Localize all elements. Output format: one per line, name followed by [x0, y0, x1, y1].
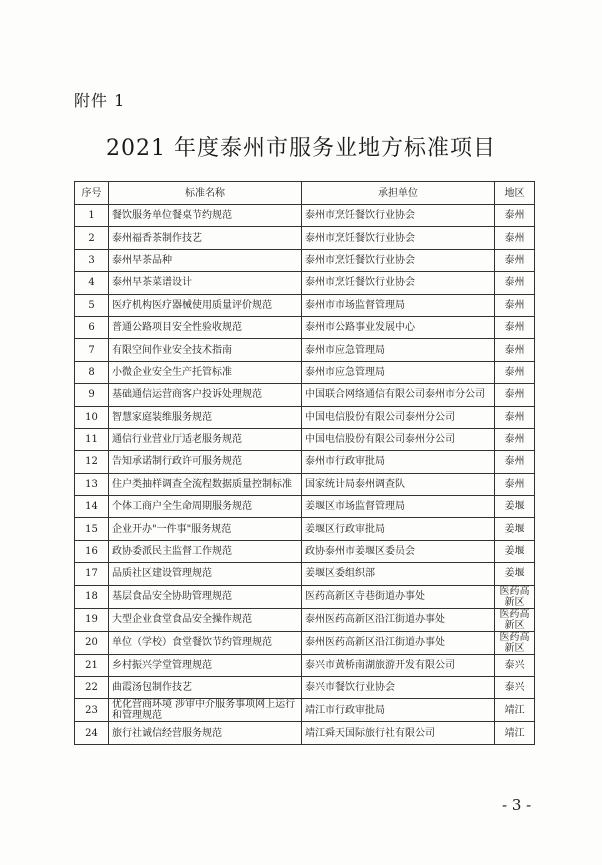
cell-standard-name: 政协委派民主监督工作规范 [109, 540, 302, 562]
cell-responsible-unit: 医药高新区寺巷街道办事处 [302, 585, 495, 608]
cell-region: 靖江 [495, 699, 535, 722]
cell-responsible-unit: 泰州市公路事业发展中心 [302, 316, 495, 338]
cell-number: 22 [75, 677, 109, 699]
cell-region: 泰州 [495, 384, 535, 406]
cell-region: 泰州 [495, 361, 535, 383]
cell-number: 9 [75, 384, 109, 406]
cell-standard-name: 医疗机构医疗器械使用质量评价规范 [109, 294, 302, 316]
cell-region: 靖江 [495, 722, 535, 744]
cell-number: 17 [75, 563, 109, 585]
cell-number: 3 [75, 249, 109, 271]
table-row [75, 563, 535, 585]
cell-region: 泰州 [495, 294, 535, 316]
table-row [75, 406, 535, 428]
cell-number: 13 [75, 473, 109, 495]
cell-region: 泰州 [495, 316, 535, 338]
cell-responsible-unit: 泰州市烹饪餐饮行业协会 [302, 272, 495, 294]
column-header-name: 标准名称 [109, 182, 302, 205]
column-header-no: 序号 [75, 182, 109, 205]
cell-standard-name: 优化营商环境 涉审中介服务事项网上运行和管理规范 [109, 699, 302, 722]
cell-responsible-unit: 中国电信股份有限公司泰州分公司 [302, 406, 495, 428]
table-row [75, 699, 535, 722]
cell-standard-name: 有限空间作业安全技术指南 [109, 339, 302, 361]
table-row [75, 677, 535, 699]
cell-number: 7 [75, 339, 109, 361]
table-row [75, 496, 535, 518]
cell-standard-name: 基础通信运营商客户投诉处理规范 [109, 384, 302, 406]
cell-number: 16 [75, 540, 109, 562]
table-row [75, 518, 535, 540]
cell-number: 12 [75, 451, 109, 473]
table-row [75, 473, 535, 495]
document-title: 2021 年度泰州市服务业地方标准项目 [106, 136, 496, 161]
cell-number: 8 [75, 361, 109, 383]
cell-region: 医药高新区 [495, 585, 535, 608]
table-row [75, 722, 535, 744]
cell-number: 10 [75, 406, 109, 428]
cell-responsible-unit: 靖江市行政审批局 [302, 699, 495, 722]
cell-standard-name: 旅行社诚信经营服务规范 [109, 722, 302, 744]
table-row [75, 654, 535, 676]
cell-responsible-unit: 泰州市应急管理局 [302, 339, 495, 361]
table-row [75, 384, 535, 406]
cell-region: 医药高新区 [495, 631, 535, 654]
cell-number: 14 [75, 496, 109, 518]
cell-responsible-unit: 泰兴市黄桥南湖旅游开发有限公司 [302, 654, 495, 676]
cell-responsible-unit: 靖江舜天国际旅行社有限公司 [302, 722, 495, 744]
cell-number: 1 [75, 205, 109, 227]
cell-standard-name: 泰州早茶菜谱设计 [109, 272, 302, 294]
cell-region: 泰州 [495, 428, 535, 450]
cell-region: 泰州 [495, 339, 535, 361]
cell-number: 2 [75, 227, 109, 249]
cell-standard-name: 泰州福香茶制作技艺 [109, 227, 302, 249]
cell-responsible-unit: 泰州医药高新区沿江街道办事处 [302, 631, 495, 654]
table-row [75, 272, 535, 294]
cell-region: 姜堰 [495, 563, 535, 585]
cell-standard-name: 个体工商户全生命周期服务规范 [109, 496, 302, 518]
cell-standard-name: 单位（学校）食堂餐饮节约管理规范 [109, 631, 302, 654]
table-row [75, 339, 535, 361]
cell-standard-name: 住户类抽样调查全流程数据质量控制标准 [109, 473, 302, 495]
cell-standard-name: 大型企业食堂食品安全操作规范 [109, 608, 302, 631]
cell-standard-name: 基层食品安全协助管理规范 [109, 585, 302, 608]
cell-region: 泰州 [495, 451, 535, 473]
cell-responsible-unit: 泰州市烹饪餐饮行业协会 [302, 205, 495, 227]
cell-standard-name: 通信行业营业厅适老服务规范 [109, 428, 302, 450]
cell-region: 泰州 [495, 227, 535, 249]
cell-responsible-unit: 泰州市行政审批局 [302, 451, 495, 473]
cell-number: 24 [75, 722, 109, 744]
cell-responsible-unit: 泰州市烹饪餐饮行业协会 [302, 249, 495, 271]
standards-table [74, 181, 535, 745]
table-header-row [75, 182, 535, 205]
cell-responsible-unit: 姜堰区市场监督管理局 [302, 496, 495, 518]
cell-number: 5 [75, 294, 109, 316]
cell-region: 泰州 [495, 205, 535, 227]
cell-region: 泰兴 [495, 677, 535, 699]
cell-region: 姜堰 [495, 540, 535, 562]
cell-responsible-unit: 国家统计局泰州调查队 [302, 473, 495, 495]
table-body [75, 205, 535, 745]
table-row [75, 631, 535, 654]
cell-standard-name: 乡村振兴学堂管理规范 [109, 654, 302, 676]
column-header-area: 地区 [495, 182, 535, 205]
cell-standard-name: 品质社区建设管理规范 [109, 563, 302, 585]
cell-number: 15 [75, 518, 109, 540]
cell-region: 泰兴 [495, 654, 535, 676]
cell-responsible-unit: 姜堰区委组织部 [302, 563, 495, 585]
page-number: - 3 - [502, 796, 532, 814]
cell-number: 21 [75, 654, 109, 676]
cell-region: 泰州 [495, 272, 535, 294]
cell-number: 19 [75, 608, 109, 631]
column-header-unit: 承担单位 [302, 182, 495, 205]
cell-number: 11 [75, 428, 109, 450]
cell-region: 泰州 [495, 473, 535, 495]
cell-region: 姜堰 [495, 496, 535, 518]
cell-responsible-unit: 中国电信股份有限公司泰州分公司 [302, 428, 495, 450]
cell-region: 姜堰 [495, 518, 535, 540]
table-row [75, 451, 535, 473]
cell-number: 4 [75, 272, 109, 294]
table-row [75, 227, 535, 249]
cell-responsible-unit: 泰州市应急管理局 [302, 361, 495, 383]
cell-standard-name: 曲霞汤包制作技艺 [109, 677, 302, 699]
table-row [75, 428, 535, 450]
cell-region: 泰州 [495, 406, 535, 428]
table-row [75, 608, 535, 631]
cell-number: 20 [75, 631, 109, 654]
cell-number: 18 [75, 585, 109, 608]
cell-responsible-unit: 姜堰区行政审批局 [302, 518, 495, 540]
cell-standard-name: 企业开办"一件事"服务规范 [109, 518, 302, 540]
table-row [75, 294, 535, 316]
cell-region: 医药高新区 [495, 608, 535, 631]
cell-responsible-unit: 泰兴市餐饮行业协会 [302, 677, 495, 699]
cell-standard-name: 智慧家庭装维服务规范 [109, 406, 302, 428]
table-row [75, 361, 535, 383]
table-row [75, 540, 535, 562]
table-row [75, 205, 535, 227]
cell-standard-name: 餐饮服务单位餐桌节约规范 [109, 205, 302, 227]
cell-standard-name: 泰州早茶品种 [109, 249, 302, 271]
cell-region: 泰州 [495, 249, 535, 271]
cell-responsible-unit: 泰州市烹饪餐饮行业协会 [302, 227, 495, 249]
cell-number: 23 [75, 699, 109, 722]
cell-standard-name: 告知承诺制行政许可服务规范 [109, 451, 302, 473]
cell-standard-name: 普通公路项目安全性验收规范 [109, 316, 302, 338]
table-row [75, 249, 535, 271]
cell-responsible-unit: 政协泰州市姜堰区委员会 [302, 540, 495, 562]
attachment-label: 附件 1 [74, 91, 126, 110]
cell-responsible-unit: 泰州市市场监督管理局 [302, 294, 495, 316]
table-row [75, 316, 535, 338]
cell-responsible-unit: 泰州医药高新区沿江街道办事处 [302, 608, 495, 631]
cell-responsible-unit: 中国联合网络通信有限公司泰州市分公司 [302, 384, 495, 406]
table-row [75, 585, 535, 608]
cell-standard-name: 小微企业安全生产托管标准 [109, 361, 302, 383]
cell-number: 6 [75, 316, 109, 338]
